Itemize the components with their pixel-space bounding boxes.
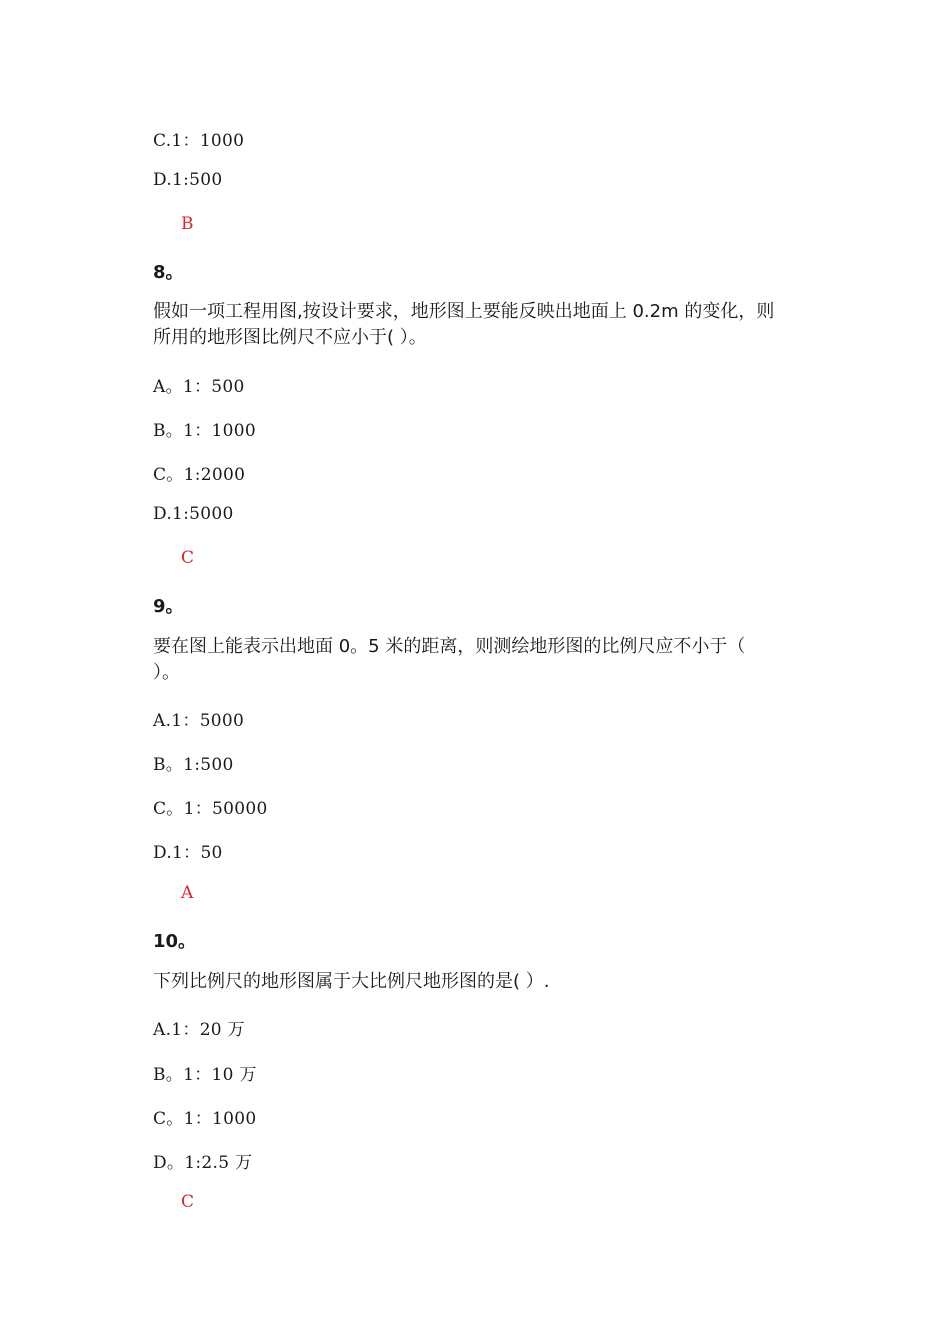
q9-option-c: C。1：50000: [153, 799, 268, 819]
q8-number: 8。: [153, 262, 184, 283]
q8-option-c: C。1:2000: [153, 465, 246, 485]
q7-answer: B: [181, 214, 194, 234]
q8-stem-line1: 假如一项工程用图,按设计要求，地形图上要能反映出地面上 0.2m 的变化，则: [153, 301, 775, 322]
q9-option-b: B。1:500: [153, 755, 234, 775]
q8-option-b: B。1：1000: [153, 421, 256, 441]
q9-answer: A: [181, 883, 194, 903]
q8-stem-line2: 所用的地形图比例尺不应小于( ）。: [153, 327, 427, 348]
q10-option-c: C。1：1000: [153, 1109, 257, 1129]
q10-option-d: D。1:2.5 万: [153, 1153, 253, 1173]
q9-stem-line1: 要在图上能表示出地面 0。5 米的距离，则测绘地形图的比例尺应不小于（: [153, 636, 746, 657]
q10-option-b: B。1：10 万: [153, 1065, 257, 1085]
q10-stem-line1: 下列比例尺的地形图属于大比例尺地形图的是( ）.: [153, 971, 550, 992]
q9-option-d: D.1：50: [153, 843, 223, 863]
q8-option-d: D.1:5000: [153, 504, 234, 524]
q8-answer: C: [181, 548, 195, 568]
q9-option-a: A.1：5000: [153, 711, 245, 731]
q10-option-a: A.1：20 万: [153, 1020, 245, 1040]
q9-stem-line2: ）。: [153, 662, 180, 683]
q7-option-d: D.1:500: [153, 170, 223, 190]
q10-answer: C: [181, 1192, 195, 1212]
q8-option-a: A。1：500: [153, 377, 245, 397]
q9-number: 9。: [153, 596, 184, 617]
q7-option-c: C.1：1000: [153, 131, 245, 151]
q10-number: 10。: [153, 931, 197, 952]
